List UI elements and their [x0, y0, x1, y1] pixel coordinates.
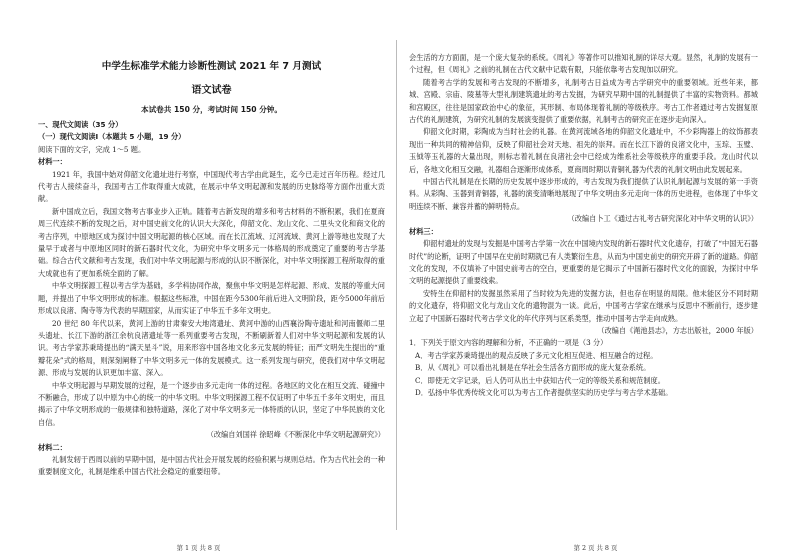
- page-footer: 第 1 页 共 8 页: [176, 544, 221, 552]
- question-option-c: C．即使无文字记录，后人仍可从出土中获知古代一定的等级关系和规范制度。: [415, 375, 665, 385]
- paragraph: 中华文明起源与早期发展的过程，是一个逐步由多元走向一体的过程。各地区的文化在相互交流、碰撞中不断融合，形成了以中原为中心的统一的中华文明。中华文明探源工程不仅证明了中华五千多年文明史，而且揭示了中华文明形成的一般规律和独特道路，深化了对中华文明多元一体特质的认识，坚定了中华民族的文化自信。: [38, 380, 385, 427]
- question-option-a: A．考古学家苏秉琦提出的观点反映了多元文化相互促进、相互融合的过程。: [415, 350, 658, 360]
- subject-title: 语文试卷: [191, 85, 232, 96]
- source-citation: （改编自刘国祥 徐昭峰《不断深化中华文明起源研究》）: [206, 430, 385, 440]
- paragraph: 会生活的方方面面，是一个庞大复杂的系统。《周礼》等著作可以推知礼制的详尽大观。显然，礼制的发展有一个过程，但《周礼》之前的礼制在古代文献中记载有限，只能依靠考古发现加以研究。: [409, 53, 758, 75]
- paragraph: 仰韶村遗址的发现与发掘是中国考古学第一次在中国境内发现的新石器时代文化遗存，打破了“中国无石器时代”的论断，证明了中国早在史前时期就已有人类繁衍生息，从而为中国史前史的研究开辟了新的道路。仰韶文化的发现，不仅填补了中国史前考古的空白，更重要的是它揭示了中国新石器时代文化的面貌，为探讨中华文明的起源提供了重要线索。: [409, 239, 758, 286]
- paragraph: 安特生在仰韶村的发掘虽然采用了当时较为先进的发掘方法，但也存在明显的局限。他未能区分不同时期的文化遗存，将仰韶文化与龙山文化的遗物混为一谈。此后，中国考古学家在继承与反思中不断前行，逐步建立起了中国新石器时代考古学文化的年代序列与区系类型，推动中国考古学走向成熟。: [409, 288, 758, 323]
- exam-title: 中学生标准学术能力诊断性测试 2021 年 7 月测试: [101, 61, 322, 72]
- source-citation: （改编自卜工《通过古礼考古研究深化对中华文明的认识》）: [567, 214, 758, 224]
- material-label: 材料二：: [38, 442, 67, 452]
- paragraph: 仰韶文化时期，彩陶成为当时社会的礼器。在黄河流域各地的仰韶文化遗址中，不少彩陶器上的纹饰都表现出一种共同的精神信仰，反映了仰韶社会对天地、祖先的崇拜。而在长江下游的良渚文化中，玉琮、玉璧、玉钺等玉礼器的大量出现，则标志着礼制在良渚社会中已经成为维系社会等级秩序的重要手段。龙山时代以后，各地文化相互交融，礼器组合逐渐形成体系，夏商周时期以青铜礼器为代表的礼制文明由此发展起来。: [409, 127, 758, 174]
- page-footer: 第 2 页 共 8 页: [573, 544, 618, 552]
- paragraph: 新中国成立后，我国文物考古事业步入正轨。随着考古新发现的增多和考古材料的不断积累，我们在夏商周三代连续不断的发现之后，对中国史前文化的认识大大深化，仰韶文化、龙山文化、二里头文化和商文化的考古序列，中原地区成为探讨中国文明起源的核心区域。而在长江流域、辽河流域、黄河上游等地也发现了大量早于或者与中原地区同时的新石器时代文化，为研究中华文明多元一体格局的形成奠定了重要的考古学基础。综合古代文献和考古发现，我们对中华文明起源与形成的认识不断深化，对中华文明探源工程所取得的重大成就也有了更加系统全面的了解。: [38, 206, 385, 278]
- paragraph: 礼制发轫于西周以前的早期中国，是中国古代社会开展发展的经验积累与规则总结。作为古代社会的一种重要制度文化，礼制是维系中国古代社会稳定的重要纽带。: [38, 454, 385, 477]
- paragraph: 20 世纪 80 年代以来，黄河上游的甘肃秦安大地湾遗址、黄河中游的山西襄汾陶寺遗址和河南偃师二里头遗址、长江下游的浙江余杭良渚遗址等一系列重要考古发现，不断刷新着人们对中华文明起源和发展的认识。考古学家苏秉琦提出的“满天星斗”说，用来形容中国各地文化多元发展的特征；而严文明先生提出的“重瓣花朵”式的格局，则深刻阐释了中华文明多元一体的发展模式。这一系列发现与研究，使我们对中华文明起源、形成与发展的认识更加丰富、深入。: [38, 318, 385, 378]
- source-citation: （改编自《渑池县志》，方志出版社，2000 年版）: [597, 325, 758, 335]
- question-option-d: D．弘扬中华优秀传统文化可以为考古工作者提供坚实的历史学与考古学术基础。: [415, 387, 673, 397]
- question-option-b: B．从《周礼》可以看出礼制是在华社会生活各方面形成的庞大复杂系统。: [415, 363, 651, 373]
- paragraph: 中华文明探源工程以考古学为基础，多学科协同作战，聚焦中华文明是怎样起源、形成、发展的等重大问题，并提出了中华文明形成的标准。根据这些标准，中国在距今5300年前后进入文明阶段，距今5000年前后形成以良渚、陶寺等为代表的早期国家，从而实证了中华五千多年文明史。: [38, 281, 385, 316]
- subsection-heading: （一）现代文阅读Ⅰ（本题共 5 小题，19 分）: [38, 132, 186, 142]
- exam-info: 本试卷共 150 分，考试时间 150 分钟。: [141, 105, 282, 114]
- paragraph: 随着考古学的发展和考古发现的不断增多，礼制考古日益成为考古学研究中的重要领域。近些年来，都城、宫殿、宗庙、陵墓等大型礼制建筑遗址的考古发掘，为研究早期中国的礼制提供了丰富的实物资料。都城和宫殿区，往往是国家政治中心的象征，其形制、布局体现着礼制的等级秩序。考古工作者通过考古发掘复原古代的礼制建筑，为研究礼制的发展演变提供了重要依据，礼制考古的研究正在逐步走向深入。: [409, 77, 758, 125]
- section-heading: 一、现代文阅读（35 分）: [38, 120, 123, 129]
- instruction: 阅读下面的文字，完成 1～5 题。: [38, 144, 146, 154]
- question-stem: 1．下列关于原文内容的理解和分析，不正确的一项是（3 分）: [409, 338, 608, 348]
- paragraph: 1921 年，我国中始对仰韶文化遗址进行考察，中国现代考古学由此诞生，迄今已走过百年历程。经过几代考古人接续奋斗，我国考古工作取得重大成就，在展示中华文明起源和发展的历史脉络等方面作出重大贡献。: [38, 169, 385, 204]
- page-right: [397, 0, 794, 558]
- material-label: 材料三：: [409, 226, 438, 236]
- material-label: 材料一：: [38, 157, 67, 167]
- paragraph: 中国古代礼制是在长期的历史发展中逐步形成的，考古发现为我们提供了认识礼制起源与发展的第一手资料。从彩陶、玉器到青铜器，礼器的演变清晰地展现了中华文明由多元走向一体的历史进程，也体现了中华文明连续不断、兼容并蓄的鲜明特点。: [409, 177, 758, 211]
